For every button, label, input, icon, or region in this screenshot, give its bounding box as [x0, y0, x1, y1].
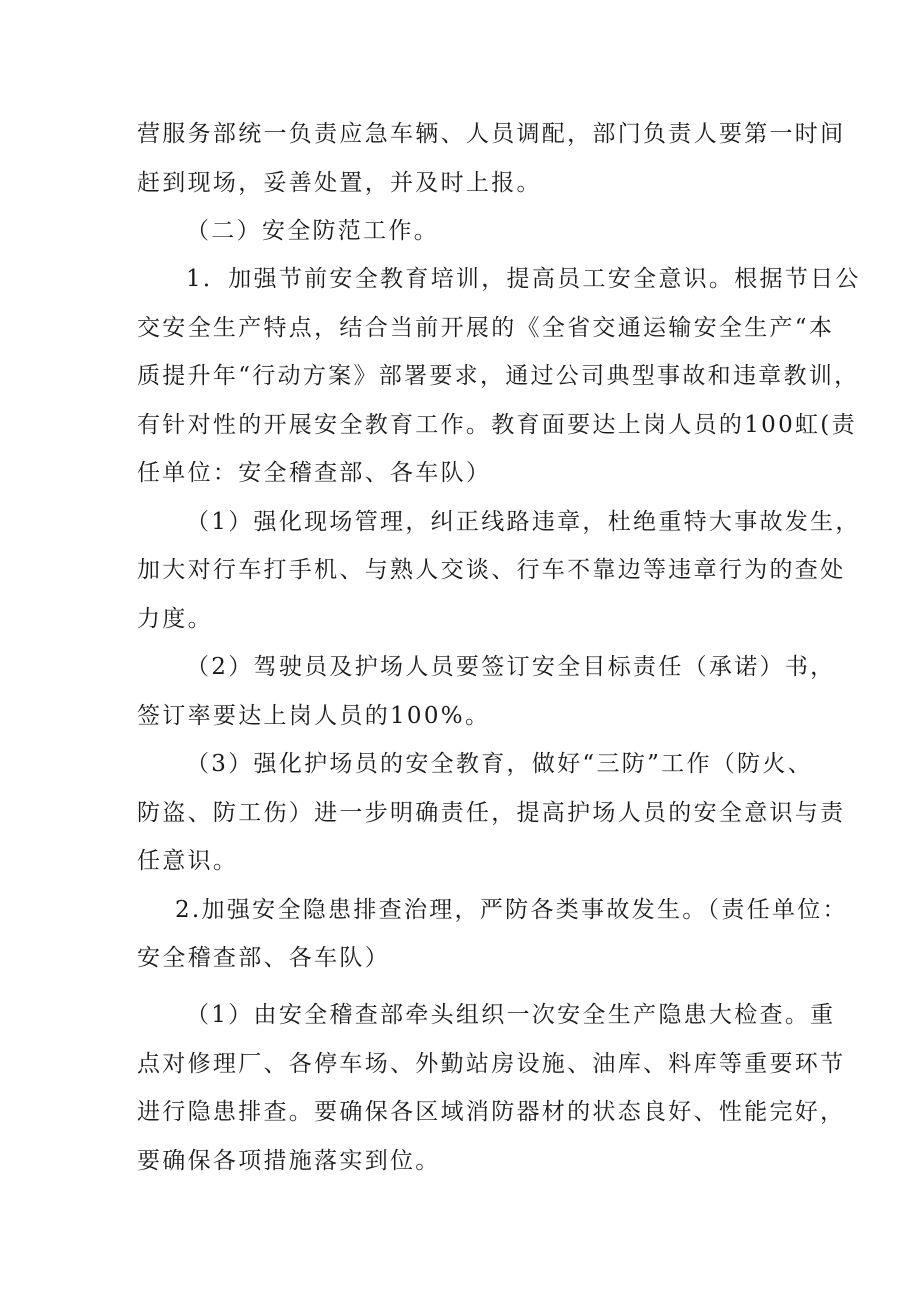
text-line-7: 有针对性的开展安全教育工作。教育面要达上岗人员的100虹(责 [137, 412, 857, 438]
text-line-4: 1．加强节前安全教育培训，提高员工安全意识。根据节日公 [186, 266, 861, 292]
text-line-9: （1）强化现场管理，纠正线路违章，杜绝重特大事故发生， [186, 509, 861, 535]
text-line-15: 防盗、防工伤）进一步明确责任，提高护场人员的安全意识与责 [137, 800, 846, 826]
text-line-17: 2.加强安全隐患排查治理，严防各类事故发生。（责任单位： [175, 897, 848, 923]
text-line-12: （2）驾驶员及护场人员要签订安全目标责任（承诺）书， [186, 654, 836, 680]
text-line-16: 任意识。 [137, 848, 239, 874]
text-line-6: 质提升年“行动方案》部署要求，通过公司典型事故和违章教训， [137, 363, 860, 389]
text-line-2: 赶到现场，妥善处置，并及时上报。 [137, 170, 542, 196]
text-line-8: 任单位：安全稽查部、各车队） [137, 460, 492, 486]
text-line-11: 力度。 [137, 606, 213, 632]
text-line-22: 要确保各项措施落实到位。 [137, 1148, 441, 1174]
text-line-19: （1）由安全稽查部牵头组织一次安全生产隐患大检查。重 [186, 1002, 836, 1028]
text-line-5: 交安全生产特点，结合当前开展的《全省交通运输安全生产“本 [137, 315, 835, 341]
text-line-18: 安全稽查部、各车队） [137, 945, 390, 971]
text-line-20: 点对修理厂、各停车场、外勤站房设施、油库、料库等重要环节 [137, 1051, 846, 1077]
text-line-10: 加大对行车打手机、与熟人交谈、行车不靠边等违章行为的查处 [137, 557, 846, 583]
text-line-13: 签订率要达上岗人员的100%。 [137, 703, 491, 729]
text-line-1: 营服务部统一负责应急车辆、人员调配，部门负责人要第一时间 [137, 121, 846, 147]
text-line-14: （3）强化护场员的安全教育，做好“三防”工作（防火、 [186, 751, 813, 777]
text-line-21: 进行隐患排查。要确保各区域消防器材的状态良好、性能完好， [137, 1099, 846, 1125]
section-heading: （二）安全防范工作。 [186, 218, 439, 244]
